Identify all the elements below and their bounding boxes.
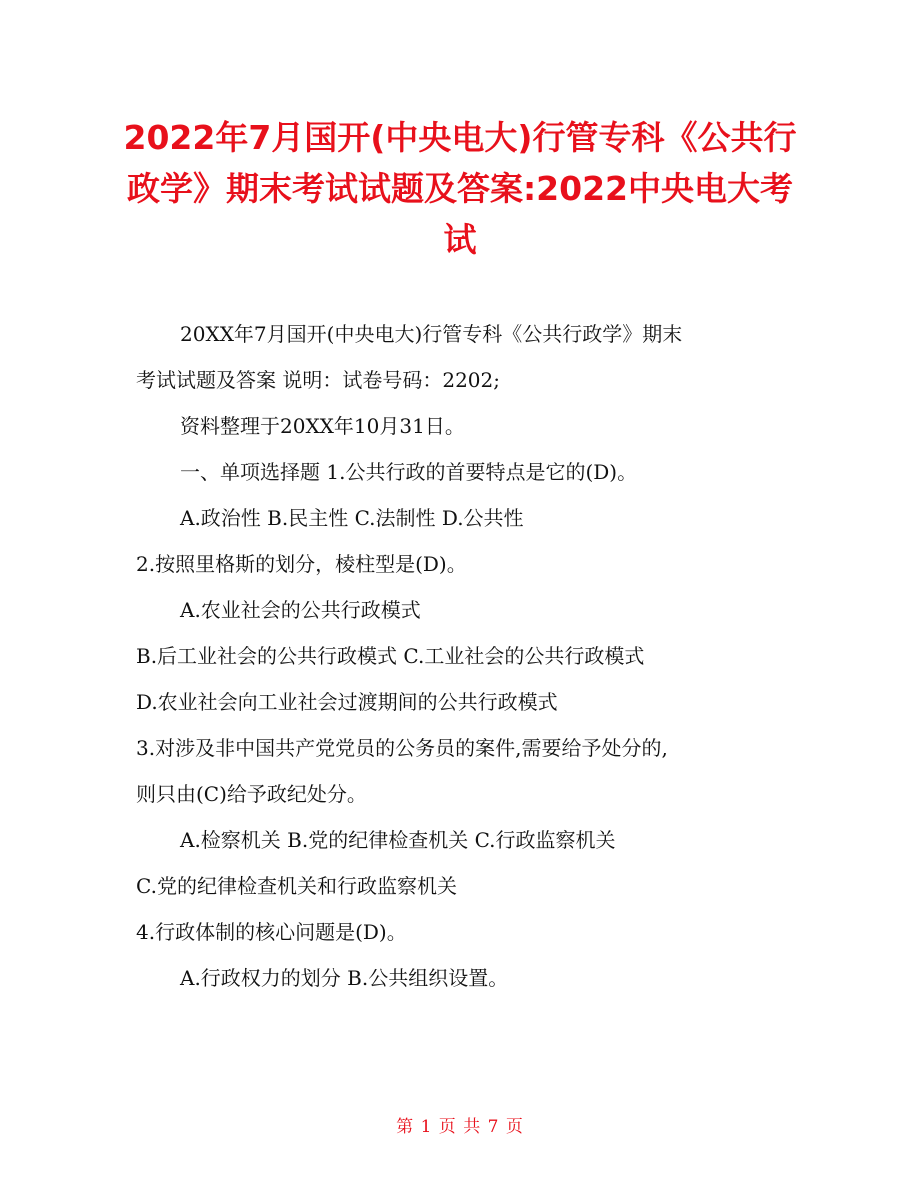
question-line: 4.行政体制的核心问题是(D)。 bbox=[136, 920, 407, 944]
option-line: C.党的纪律检查机关和行政监察机关 bbox=[136, 874, 457, 898]
page-number-footer: 第 1 页 共 7 页 bbox=[396, 1117, 524, 1137]
option-line: A.农业社会的公共行政模式 bbox=[180, 598, 421, 622]
paragraph-line: 一、单项选择题 1.公共行政的首要特点是它的(D)。 bbox=[180, 460, 638, 484]
question-line: 则只由(C)给予政纪处分。 bbox=[136, 782, 367, 806]
paragraph-line: 考试试题及答案 说明：试卷号码：2202; bbox=[136, 368, 500, 392]
option-line: A.政治性 B.民主性 C.法制性 D.公共性 bbox=[180, 506, 524, 530]
option-line: A.行政权力的划分 B.公共组织设置。 bbox=[180, 966, 509, 990]
question-line: 2.按照里格斯的划分，棱柱型是(D)。 bbox=[136, 552, 467, 576]
option-line: B.后工业社会的公共行政模式 C.工业社会的公共行政模式 bbox=[136, 644, 645, 668]
document-title: 2022年7月国开(中央电大)行管专科《公共行政学》期末考试试题及答案:2022中央电大考试 bbox=[123, 118, 797, 259]
paragraph-line: 资料整理于20XX年10月31日。 bbox=[180, 414, 465, 438]
question-line: 3.对涉及非中国共产党党员的公务员的案件,需要给予处分的, bbox=[136, 736, 668, 760]
paragraph-line: 20XX年7月国开(中央电大)行管专科《公共行政学》期末 bbox=[180, 322, 683, 346]
option-line: A.检察机关 B.党的纪律检查机关 C.行政监察机关 bbox=[180, 828, 616, 852]
option-line: D.农业社会向工业社会过渡期间的公共行政模式 bbox=[136, 690, 558, 714]
